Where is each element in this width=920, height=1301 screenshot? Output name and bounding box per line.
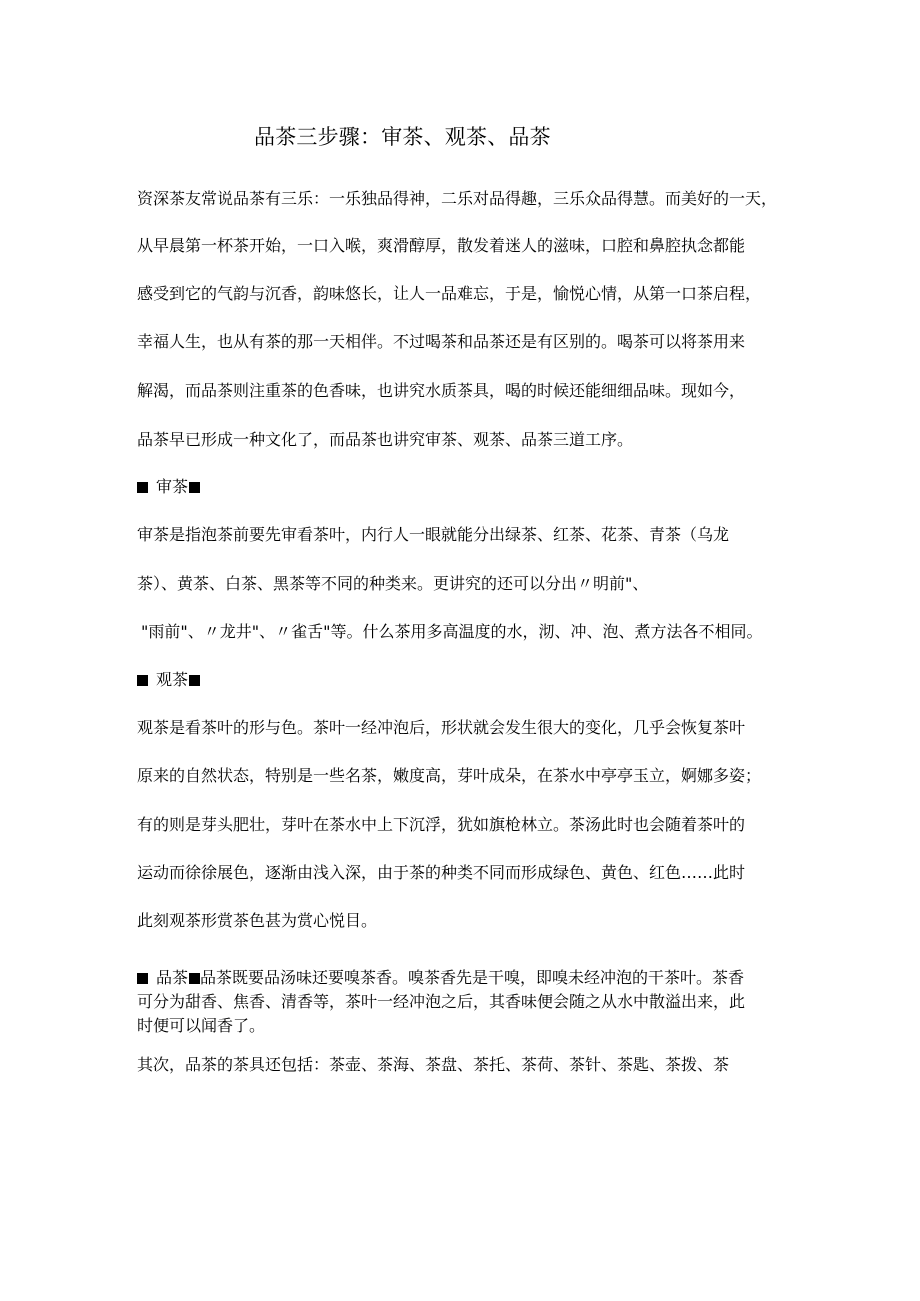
- page-title: 品茶三步骤：审茶、观茶、品茶: [254, 125, 551, 149]
- guancha-line-1: 观茶是看茶叶的形与色。茶叶一经冲泡后，形状就会发生很大的变化，几乎会恢复茶叶: [137, 718, 746, 737]
- pincha-line-1: [137, 966, 787, 990]
- guancha-line-4: 运动而徐徐展色，逐渐由浅入深，由于茶的种类不同而形成绿色、黄色、红色……此时: [137, 863, 746, 882]
- section-heading-label: 观茶: [156, 670, 189, 689]
- closing-line: 其次，品茶的茶具还包括：茶壶、茶海、茶盘、茶托、茶荷、茶针、茶匙、茶拨、茶: [137, 1055, 730, 1074]
- pincha-line-2: 可分为甜香、焦香、清香等，茶叶一经冲泡之后，其香味便会随之从水中散溢出来，此: [137, 992, 746, 1011]
- pincha-paragraph: [137, 966, 787, 1038]
- intro-line-3: 感受到它的气韵与沉香，韵味悠长，让人一品难忘，于是，愉悦心情，从第一口茶启程，: [137, 284, 762, 303]
- square-bullet-icon: [137, 675, 148, 686]
- guancha-line-5: 此刻观茶形赏茶色甚为赏心悦目。: [137, 911, 378, 930]
- section-heading-guancha: [137, 668, 200, 692]
- shencha-line-3: "雨前"、〃龙井"、〃雀舌"等。什么茶用多高温度的水，沏、冲、泡、煮方法各不相同。: [141, 622, 763, 641]
- guancha-line-2: 原来的自然状态，特别是一些名茶，嫩度高，芽叶成朵，在茶水中亭亭玉立，婀娜多姿；: [137, 766, 762, 785]
- pincha-line-1-text: 品茶既要品汤味还要嗅茶香。嗅茶香先是干嗅，即嗅未经冲泡的干茶叶。茶香: [200, 968, 745, 987]
- section-heading-label: 品茶: [156, 968, 189, 987]
- intro-line-4: 幸福人生，也从有茶的那一天相伴。不过喝茶和品茶还是有区别的。喝茶可以将茶用来: [137, 332, 746, 351]
- square-bullet-icon: [189, 675, 200, 686]
- shencha-line-1: 审茶是指泡茶前要先审看茶叶，内行人一眼就能分出绿茶、红茶、花茶、青茶（乌龙: [137, 525, 730, 544]
- square-bullet-icon: [189, 482, 200, 493]
- pincha-line-3: 时便可以闻香了。: [137, 1016, 266, 1035]
- shencha-line-2: 茶）、黄茶、白茶、黑茶等不同的种类来。更讲究的还可以分出〃明前"、: [137, 574, 649, 593]
- intro-line-2: 从早晨第一杯茶开始，一口入喉，爽滑醇厚，散发着迷人的滋味，口腔和鼻腔执念都能: [137, 236, 746, 255]
- intro-line-5: 解渴，而品茶则注重茶的色香味，也讲究水质茶具，喝的时候还能细细品味。现如今，: [137, 381, 746, 400]
- square-bullet-icon: [189, 973, 200, 984]
- section-heading-label: 审茶: [156, 477, 189, 496]
- intro-line-1: 资深茶友常说品茶有三乐：一乐独品得神，二乐对品得趣，三乐众品得慧。而美好的一天，: [137, 189, 778, 208]
- intro-line-6: 品茶早已形成一种文化了，而品茶也讲究审茶、观茶、品茶三道工序。: [137, 430, 634, 449]
- guancha-line-3: 有的则是芽头肥壮，芽叶在茶水中上下沉浮，犹如旗枪林立。茶汤此时也会随着茶叶的: [137, 815, 746, 834]
- square-bullet-icon: [137, 482, 148, 493]
- section-heading-shencha: [137, 475, 200, 499]
- square-bullet-icon: [137, 973, 148, 984]
